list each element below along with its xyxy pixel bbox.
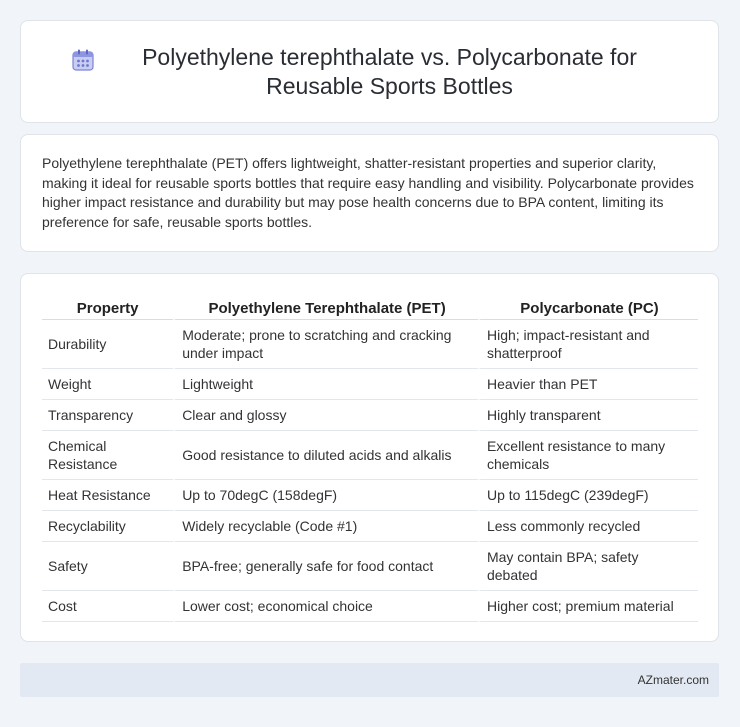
summary-card bbox=[20, 134, 719, 252]
comparison-table-card bbox=[20, 273, 719, 642]
pc-cell: May contain BPA; safety debated bbox=[478, 542, 698, 591]
table-row bbox=[42, 369, 698, 400]
pc-cell: Higher cost; premium material bbox=[478, 591, 698, 622]
pet-cell: Good resistance to diluted acids and alkalis bbox=[173, 431, 478, 480]
property-cell: Recyclability bbox=[42, 511, 173, 542]
property-cell: Weight bbox=[42, 369, 173, 400]
summary-text: Polyethylene terephthalate (PET) offers lightweight, shatter-resistant properties and superior clarity, making it ideal for reusable sports bottles that require easy handling and visibility. Polycarbonate provides higher impact resistance and durability but may pose health concerns due to BPA content, limiting its preference for safe, reusable sports bottles. bbox=[42, 155, 694, 230]
page-title: Polyethylene terephthalate vs. Polycarbonate for Reusable Sports Bottles bbox=[142, 43, 637, 99]
column-header-property: Property bbox=[42, 292, 173, 320]
title-wrap bbox=[70, 43, 670, 101]
pc-cell: Up to 115degC (239degF) bbox=[478, 480, 698, 511]
pc-cell: Highly transparent bbox=[478, 400, 698, 431]
table-header-row bbox=[42, 292, 698, 320]
pet-cell: BPA-free; generally safe for food contact bbox=[173, 542, 478, 591]
table-row bbox=[42, 400, 698, 431]
pet-cell: Lower cost; economical choice bbox=[173, 591, 478, 622]
column-header-pet: Polyethylene Terephthalate (PET) bbox=[173, 292, 478, 320]
calendar-icon bbox=[70, 47, 96, 73]
property-cell: Cost bbox=[42, 591, 173, 622]
table-row bbox=[42, 542, 698, 591]
table-row bbox=[42, 511, 698, 542]
comparison-table bbox=[42, 292, 698, 622]
pet-cell: Up to 70degC (158degF) bbox=[173, 480, 478, 511]
property-cell: Heat Resistance bbox=[42, 480, 173, 511]
pet-cell: Lightweight bbox=[173, 369, 478, 400]
property-cell: Transparency bbox=[42, 400, 173, 431]
table-row bbox=[42, 480, 698, 511]
title-card bbox=[20, 20, 719, 123]
table-row bbox=[42, 320, 698, 369]
property-cell: Safety bbox=[42, 542, 173, 591]
pc-cell: Excellent resistance to many chemicals bbox=[478, 431, 698, 480]
pet-cell: Clear and glossy bbox=[173, 400, 478, 431]
footer-bar bbox=[20, 663, 719, 697]
table-row bbox=[42, 591, 698, 622]
pc-cell: Heavier than PET bbox=[478, 369, 698, 400]
property-cell: Chemical Resistance bbox=[42, 431, 173, 480]
pc-cell: High; impact-resistant and shatterproof bbox=[478, 320, 698, 369]
column-header-pc: Polycarbonate (PC) bbox=[478, 292, 698, 320]
pc-cell: Less commonly recycled bbox=[478, 511, 698, 542]
pet-cell: Widely recyclable (Code #1) bbox=[173, 511, 478, 542]
table-row bbox=[42, 431, 698, 480]
property-cell: Durability bbox=[42, 320, 173, 369]
footer-site-link[interactable]: AZmater.com bbox=[637, 673, 709, 687]
pet-cell: Moderate; prone to scratching and cracking under impact bbox=[173, 320, 478, 369]
